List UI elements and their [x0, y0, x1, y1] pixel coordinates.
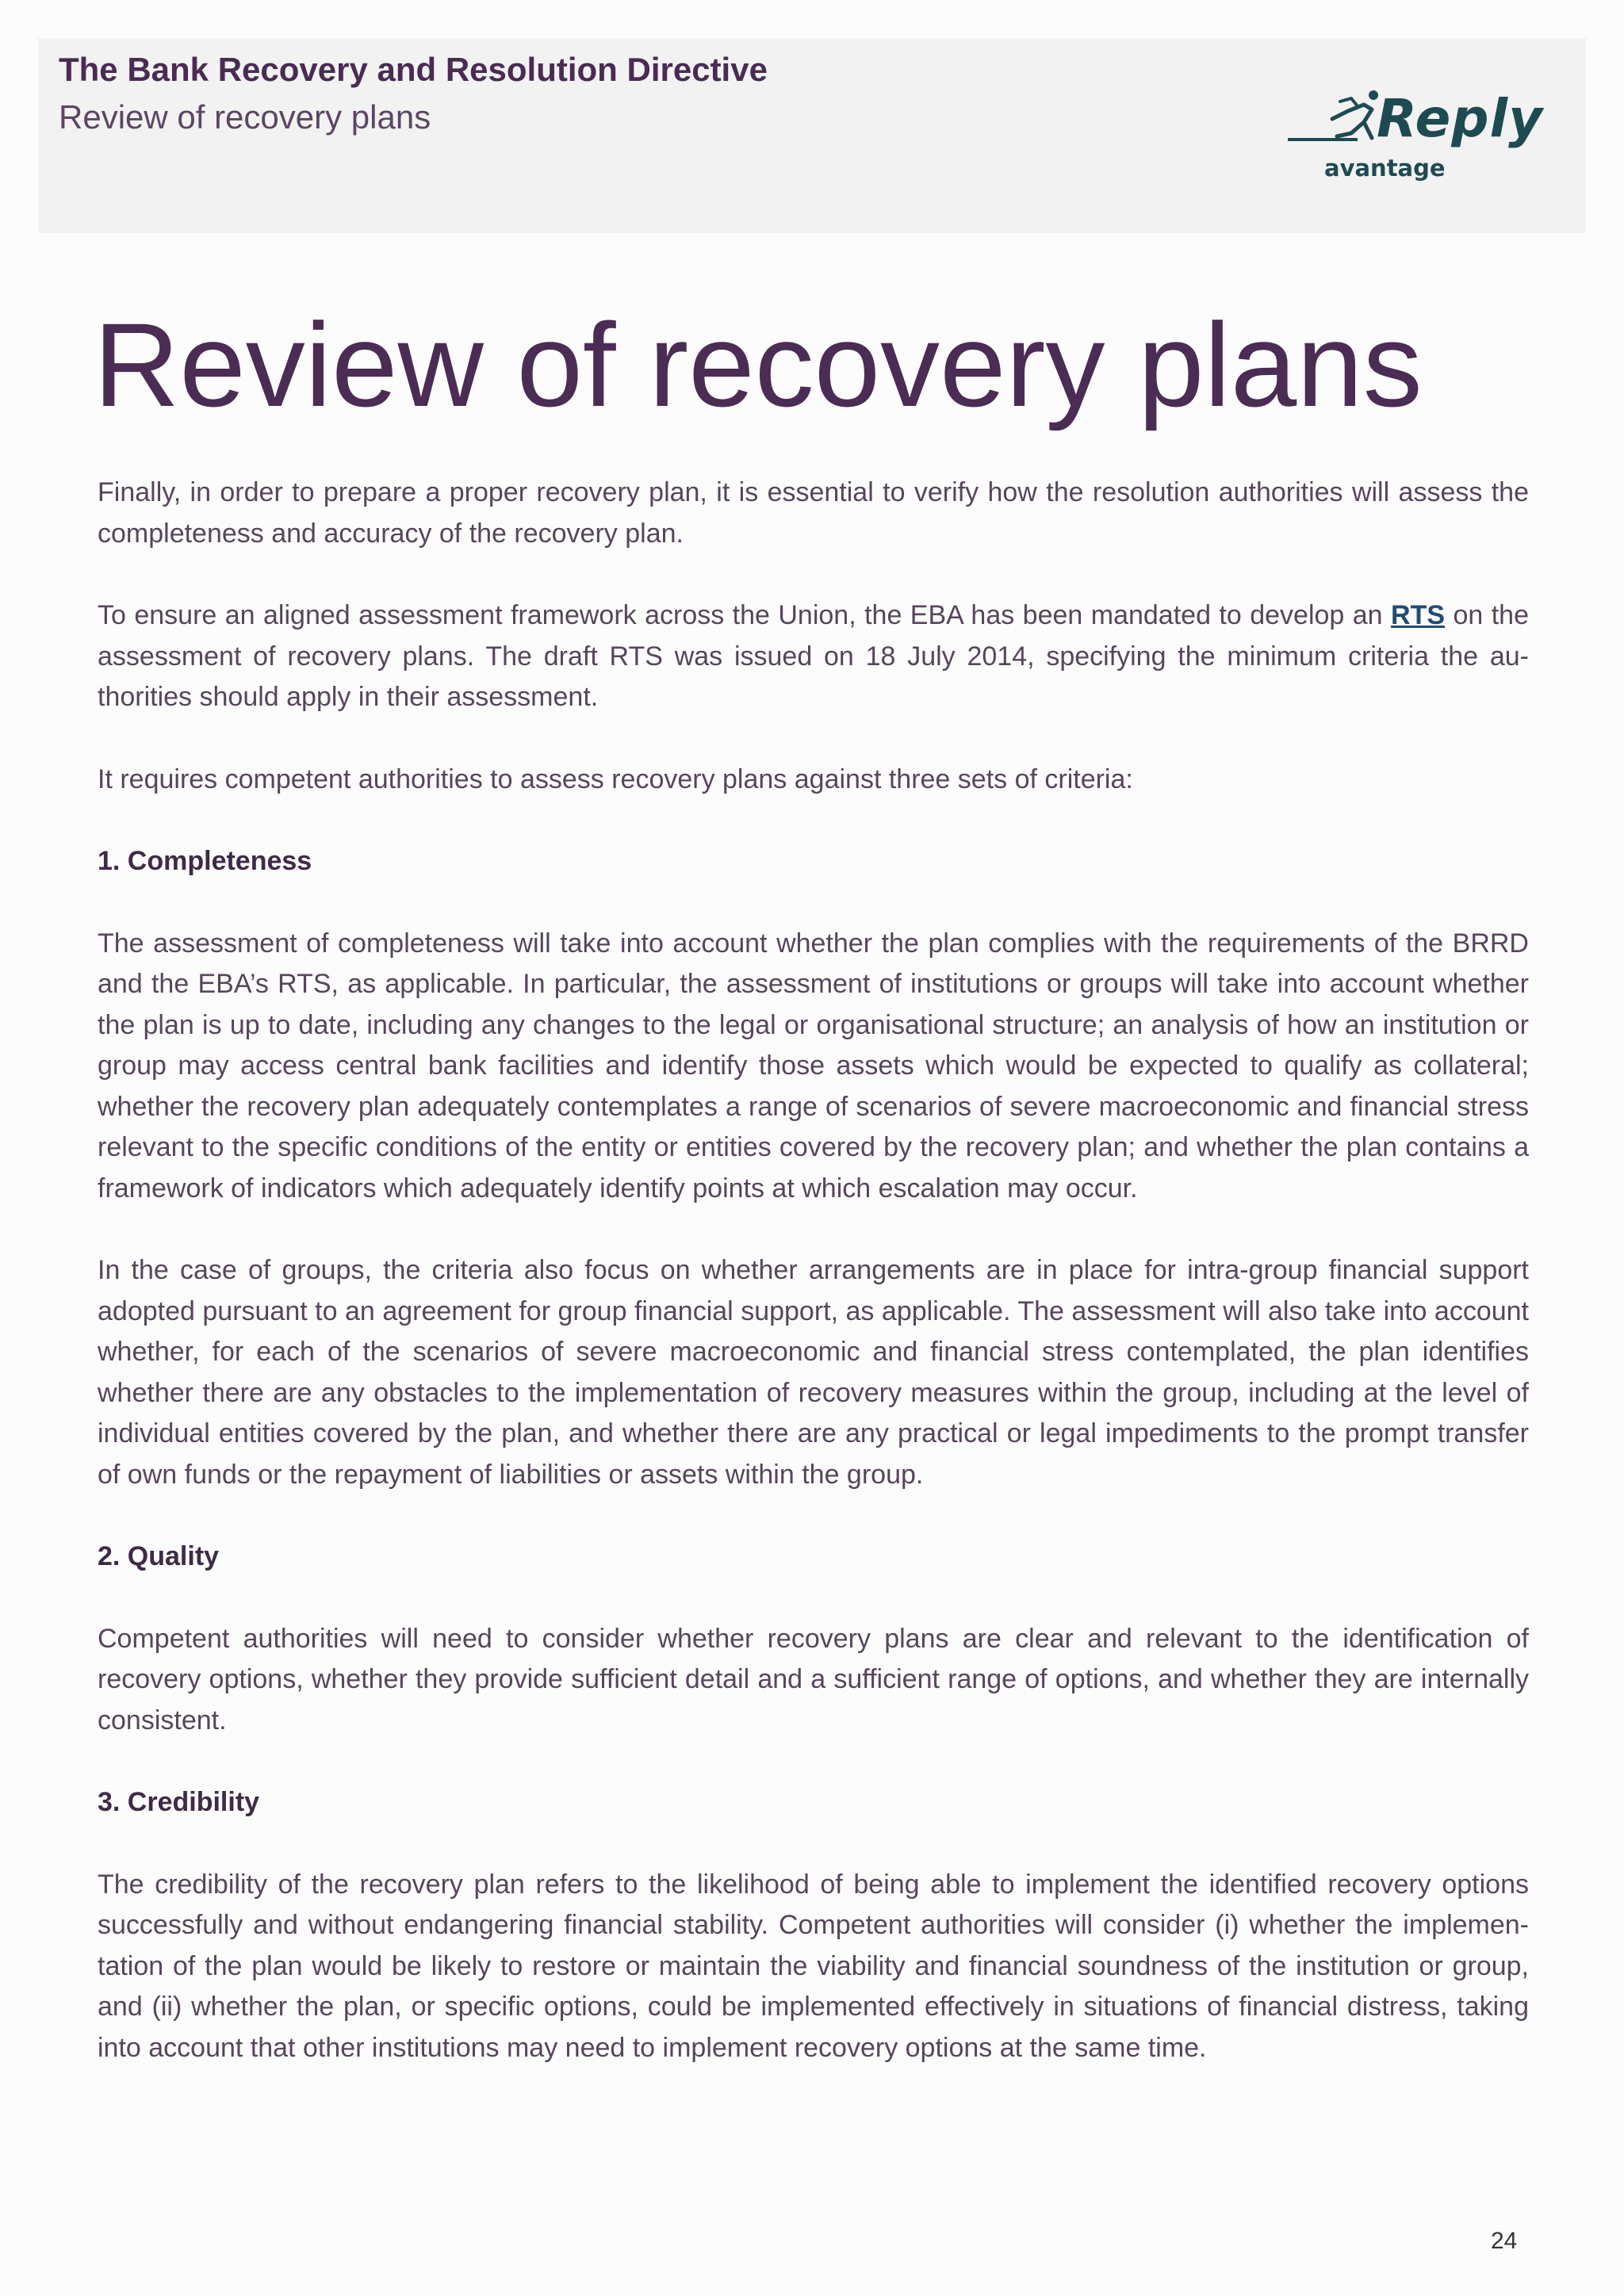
rts-paragraph-rest: on the assessment of recovery plans. The draft RTS was issued on 18 July 2014, specifying the minimum criteria the authorities should apply in their assessment.: [98, 600, 1529, 712]
rts-paragraph: [98, 595, 1529, 718]
rts-link[interactable]: RTS: [1391, 600, 1446, 630]
logo-subtext: avantage: [1324, 155, 1446, 182]
page-number: 24: [1491, 2228, 1518, 2254]
main-content: [98, 473, 1529, 2110]
completeness-paragraph-2: In the case of groups, the criteria also focus on whether arrangements are in place for intra-group financial support adopted pursuant to an agreement for group financial support, as applicable. The assessment will also take into account whether, for each of the scenarios of severe macroeconomic and financial stress contemplated, the plan identifies whether there are any obstacles to the implementation of recovery measures within the group, including at the level of individual entities covered by the plan, and whether there are any practical or legal impediments to the prompt transfer of own funds or the repayment of liabilities or assets within the group.: [98, 1255, 1529, 1490]
page-title: Review of recovery plans: [94, 298, 1423, 431]
document-title: The Bank Recovery and Resolution Directive: [59, 51, 768, 88]
completeness-heading: 1. Completeness: [98, 846, 312, 876]
intro-paragraph: Finally, in order to prepare a proper recovery plan, it is essential to verify how the resolution authorities will assess the completeness and accuracy of the recovery plan.: [98, 477, 1529, 549]
logo-wordmark: Reply: [1377, 88, 1544, 149]
document-subtitle: Review of recovery plans: [59, 98, 431, 136]
runner-icon: [1285, 87, 1388, 151]
credibility-paragraph: The credibility of the recovery plan refers to the likelihood of being able to implement the identified recovery options successfully and without endangering financial stability. Competent authorities will consider (i) whether the implementation of the plan would be likely to restore or maintain the viability and financial soundness of the institution or group, and (ii) whether the plan, or specific options, could be implemented effectively in situations of financial distress, taking into account that other institutions may need to implement recovery options at the same time.: [98, 1869, 1529, 2063]
completeness-paragraph-1: The assessment of completeness will take into account whether the plan complies with the requirements of the BRRD and the EBA’s RTS, as applicable. In particular, the assessment of institutions or groups will take into account whether the plan is up to date, including any changes to the legal or organisational structure; an analysis of how an institution or group may access central bank facilities and identify those assets which would be expected to qualify as collateral; whether the recovery plan adequately contemplates a range of scenarios of severe macroeconomic and financial stress relevant to the specific conditions of the entity or entities covered by the recovery plan; and whether the plan contains a framework of indicators which adequately identify points at which escalation may occur.: [98, 928, 1529, 1203]
reply-avantage-logo: [1285, 87, 1544, 190]
credibility-heading: 3. Credibility: [98, 1787, 260, 1817]
quality-heading: 2. Quality: [98, 1541, 220, 1571]
rts-paragraph-lead: To ensure an aligned assessment framework across the Union, the EBA has been mandated to develop an: [98, 600, 1392, 630]
quality-paragraph: Competent authorities will need to consider whether recovery plans are clear and relevant to the identification of recovery options, whether they provide sufficient detail and a sufficient range of options, and whether they are internally consistent.: [98, 1623, 1529, 1735]
criteria-intro-paragraph: It requires competent authorities to assess recovery plans against three sets of criteria:: [98, 763, 1133, 794]
